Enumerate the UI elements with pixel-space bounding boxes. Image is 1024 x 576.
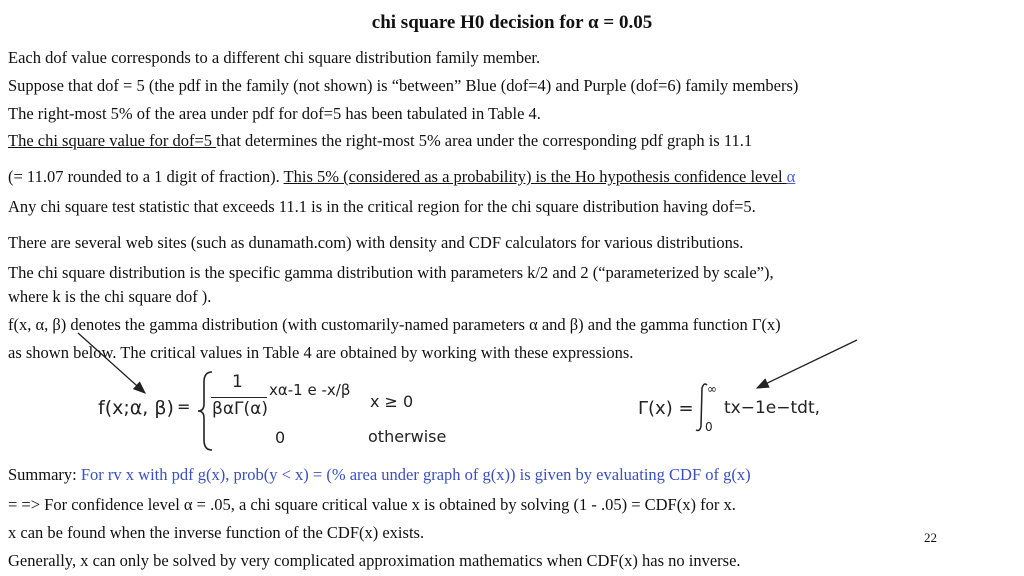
pdf-denominator: βαΓ(α) (212, 399, 268, 419)
fraction-bar (211, 397, 267, 398)
page-number: 22 (924, 530, 937, 545)
line-gamma-function: f(x, α, β) denotes the gamma distribution (with customarily-named parameters α and β) and the gamma function Γ(x) (8, 315, 781, 334)
line-right-most-area: The right-most 5% of the area under pdf for dof=5 has been tabulated in Table 4. (8, 104, 541, 123)
line-gamma-params: The chi square distribution is the specific gamma distribution with parameters k/2 and 2 (“parameterized by scale”), (8, 263, 774, 282)
line-summary (8, 465, 751, 485)
pdf-condition-otherwise: otherwise (368, 427, 447, 446)
line-text: (= 11.07 rounded to a 1 digit of fraction). (8, 167, 284, 186)
line-dof-family: Each dof value corresponds to a different chi square distribution family member. (8, 48, 541, 67)
line-approximation: Generally, x can only be solved by very complicated approximation mathematics when CDF(x) has no inverse. (8, 551, 741, 570)
line-text: that determines the right-most 5% area under the corresponding pdf graph is 11.1 (216, 131, 753, 150)
line-confidence-solve: = => For confidence level α = .05, a chi square critical value x is obtained by solving (1 - .05) = CDF(x) for x. (8, 495, 736, 514)
slide-title: chi square H0 decision for α = 0.05 (371, 12, 653, 33)
pdf-equals: = (177, 397, 191, 416)
pdf-zero: 0 (275, 428, 286, 447)
line-shown-below: as shown below. The critical values in Table 4 are obtained by working with these expressions. (8, 343, 634, 362)
pdf-condition-nonneg: x ≥ 0 (370, 392, 414, 411)
arrow-to-gamma (757, 340, 857, 388)
line-where-k: where k is the chi square dof ). (8, 287, 212, 306)
summary-text: For rv x with pdf g(x), prob(y < x) = (% area under graph of g(x)) is given by evaluating CDF of g(x) (80, 465, 751, 484)
gamma-lhs: Γ(x) = (638, 398, 694, 419)
underlined-phrase: The chi square value for dof=5 (8, 131, 217, 150)
gamma-integrand: tx−1e−tdt, (724, 398, 821, 418)
line-suppose-dof: Suppose that dof = 5 (the pdf in the family (not shown) is “between” Blue (dof=4) and Purple (dof=6) family members) (8, 76, 799, 95)
pdf-numerator: 1 (232, 372, 243, 392)
line-critical-region: Any chi square test statistic that exceeds 11.1 is in the critical region for the chi square distribution having dof=5. (8, 197, 756, 216)
gamma-lower-limit: 0 (705, 420, 713, 434)
line-inverse-exists: x can be found when the inverse function of the CDF(x) exists. (8, 523, 425, 542)
arrow-to-pdf (78, 333, 145, 393)
gamma-upper-limit: ∞ (707, 382, 717, 396)
line-web-sites: There are several web sites (such as dunamath.com) with density and CDF calculators for various distributions. (8, 233, 744, 252)
alpha-link[interactable]: α (786, 167, 796, 186)
confidence-level-phrase: This 5% (considered as a probability) is the Ho hypothesis confidence level (283, 167, 787, 186)
pdf-power-term: xα-1 e -x/β (269, 381, 351, 399)
pdf-lhs: f(x;α, β) (98, 397, 174, 419)
summary-label: Summary: (8, 465, 81, 484)
